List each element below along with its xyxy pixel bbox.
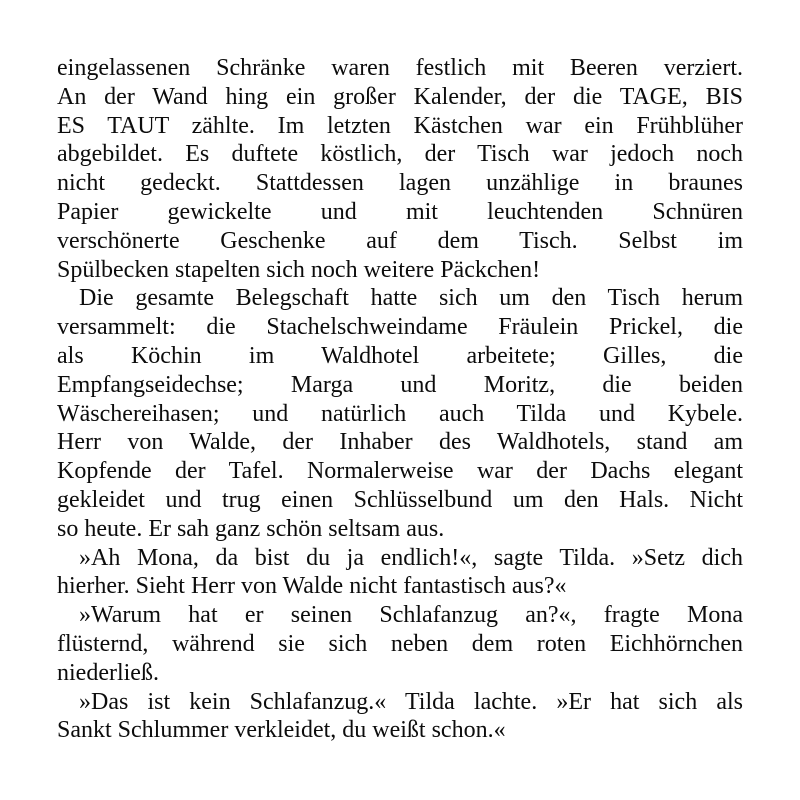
text-line: Sankt Schlummer verkleidet, du weißt schon.«: [57, 717, 506, 744]
paragraph: [57, 54, 743, 284]
text-line: nicht gedeckt. Stattdessen lagen unzählige in braunes: [57, 170, 743, 197]
text-line: flüsternd, während sie sich neben dem roten Eichhörnchen: [57, 630, 743, 657]
paragraph: [57, 601, 743, 687]
paragraph: [57, 544, 743, 602]
book-page: [57, 54, 743, 745]
text-line: Die gesamte Belegschaft hatte sich um den Tisch herum: [79, 285, 743, 312]
text-line: hierher. Sieht Herr von Walde nicht fantastisch aus?«: [57, 573, 567, 600]
text-line: eingelassenen Schränke waren festlich mit Beeren verziert.: [57, 55, 743, 81]
paragraph: [57, 284, 743, 543]
text-line: gekleidet und trug einen Schlüsselbund um den Hals. Nicht: [57, 486, 743, 513]
text-line: »Warum hat er seinen Schlafanzug an?«, fragte Mona: [79, 602, 743, 629]
text-line: abgebildet. Es duftete köstlich, der Tisch war jedoch noch: [57, 141, 743, 168]
text-line: Herr von Walde, der Inhaber des Waldhotels, stand am: [57, 429, 743, 456]
text-line: »Ah Mona, da bist du ja endlich!«, sagte Tilda. »Setz dich: [79, 544, 743, 571]
text-line: verschönerte Geschenke auf dem Tisch. Selbst im: [57, 227, 743, 254]
text-line: An der Wand hing ein großer Kalender, der die TAGE, BIS: [57, 83, 743, 110]
text-line: so heute. Er sah ganz schön seltsam aus.: [57, 515, 445, 542]
text-line: Spülbecken stapelten sich noch weitere Päckchen!: [57, 256, 541, 283]
text-line: Papier gewickelte und mit leuchtenden Schnüren: [57, 198, 743, 225]
text-line: versammelt: die Stachelschweindame Fräulein Prickel, die: [57, 314, 743, 341]
text-line: als Köchin im Waldhotel arbeitete; Gilles, die: [57, 342, 743, 369]
text-line: Wäschereihasen; und natürlich auch Tilda und Kybele.: [57, 400, 743, 427]
text-line: niederließ.: [57, 659, 159, 686]
text-line: »Das ist kein Schlafanzug.« Tilda lachte. »Er hat sich als: [79, 688, 743, 715]
text-line: Kopfende der Tafel. Normalerweise war der Dachs elegant: [57, 458, 743, 485]
paragraph: [57, 688, 743, 746]
text-line: ES TAUT zählte. Im letzten Kästchen war ein Frühblüher: [57, 112, 743, 139]
text-line: Empfangseidechse; Marga und Moritz, die beiden: [57, 371, 743, 398]
